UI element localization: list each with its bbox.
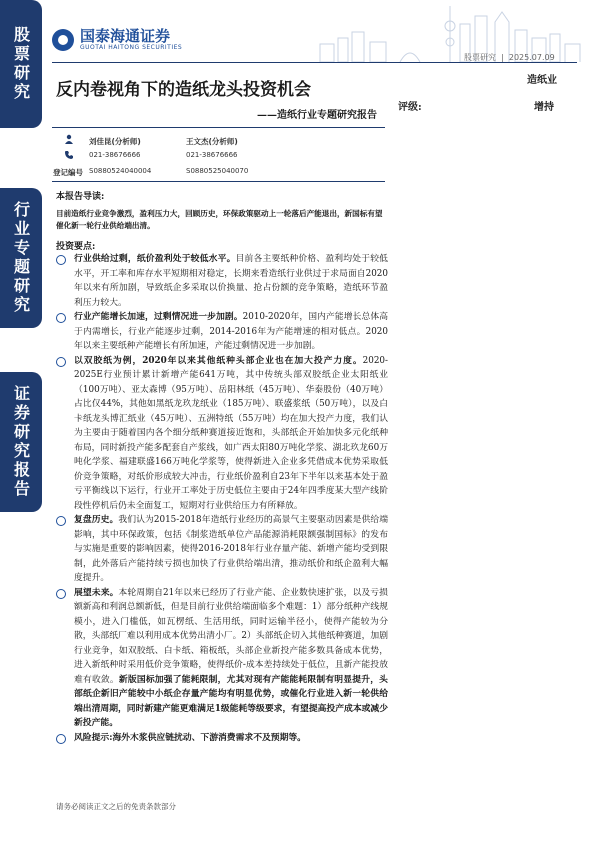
bullet-point [56, 252, 388, 310]
points-heading: 投资要点: [56, 242, 96, 252]
analyst-divider-top [52, 127, 385, 128]
sidebar-tag-text: 行业专题研究 [11, 201, 31, 315]
bullet-lead: 行业产能增长加速，过剩情况进一步加剧。 [74, 312, 243, 322]
logo-text-en: GUOTAI HAITONG SECURITIES [80, 44, 183, 51]
industry-label: 造纸业 [527, 75, 557, 86]
report-subtitle: ——造纸行业专题研究报告 [257, 110, 377, 121]
left-sidebar [0, 0, 42, 841]
analyst-divider-bottom [52, 181, 385, 182]
analyst-name: 刘佳昆(分析师) [89, 137, 141, 146]
investment-points [56, 252, 388, 745]
footer-disclaimer: 请务必阅读正文之后的免责条款部分 [56, 802, 176, 811]
sidebar-tag-securities-report [0, 372, 42, 512]
sidebar-tag-text: 证券研究报告 [11, 385, 31, 499]
bullet-point [56, 310, 388, 354]
logo-mark-icon [52, 29, 74, 51]
bullet-point [56, 513, 388, 586]
analyst-phone: 021-38676666 [89, 151, 141, 159]
bullet-icon [56, 313, 66, 323]
logo-text-cn: 国泰海通证券 [80, 27, 171, 45]
report-type-date: 股票研究 | 2025.07.09 [464, 53, 555, 62]
bullet-point [56, 354, 388, 514]
bullet-lead: 风险提示: [74, 732, 113, 743]
analyst-registration: S0880524040004 [89, 167, 152, 175]
analyst-phone: 021-38676666 [186, 151, 238, 159]
bullet-text: 2020-2025E行业预计累计新增产能641万吨，其中传统头部双胶纸企业太阳纸业（100万吨）、亚太森博（95万吨）、岳阳林纸（45万吨）、华泰股份（40万吨）占比仅44%，其他如黑纸龙玖龙纸业（185万吨）、联盛浆纸（50万吨），以及白卡纸龙头博汇纸业（45万吨）、五洲特纸（55万吨）均在加大投产力度，我们认为主要由于随着国内各个细分纸种赛道接近饱和，头部纸企开始加快多元化纸种布局，同时新投产能多配套自产浆线，如广西太阳80万吨化学浆、湖北玖龙60万吨化学浆、福建联盛166万吨化学浆等，使得新进入企业多凭借成本优势采取低价竞争策略，对纸价形成较大冲击，行业纸价盈利自23年下半年以来基本处于盈亏平衡线以下运行，行业开工率处于历史低位主要由于24年四季度某大型产线阶段性停机后仍未全面复工，短期对行业供给压力有所释放。 [74, 355, 388, 511]
analyst-registration: S0880525040070 [186, 167, 249, 175]
bullet-emphasis: 新版国标加强了能耗限制，尤其对现有产能能耗限制有明显提升，头部纸企新旧产能较中小纸企存量产能均有明显优势，或催化行业进入新一轮供给端出清周期，同时新建产能更难满足1级能耗等级要求，有望提高投产成本或减少新投产能。 [74, 674, 389, 728]
analyst-name: 王文杰(分析师) [186, 137, 238, 146]
bullet-icon [56, 255, 66, 265]
guide-heading: 本报告导读: [56, 192, 105, 202]
guide-text: 目前造纸行业竞争激烈，盈利压力大，回顾历史，环保政策驱动上一轮落后产能退出，新国标有望催化新一轮行业供给端出清。 [56, 209, 383, 230]
bullet-point [56, 731, 388, 746]
report-type: 股票研究 [464, 53, 496, 62]
bullet-icon [56, 357, 66, 367]
report-date: 2025.07.09 [508, 53, 555, 62]
bullet-text: 海外木浆供应链扰动、下游消费需求不及预期等。 [112, 732, 306, 743]
registration-label: 登记编号 [53, 168, 83, 177]
bullet-text: 2010-2020年，国内产能增长总体高于内需增长，行业产能逐步过剩，2014-2016年为产能增速的相对低点。2020年以来主要纸种产能增长有所加速，产能过剩情况进一步加剧。 [74, 312, 388, 351]
rating-label: 评级: [398, 102, 422, 113]
bullet-lead: 展望未来。 [74, 587, 119, 598]
sidebar-tag-stock-research [0, 0, 42, 128]
bullet-lead: 以双胶纸为例，2020年以来其他纸种头部企业也在加大投产力度。 [74, 355, 363, 366]
bullet-text: 我们认为2015-2018年造纸行业经历的高景气主要驱动因素是供给端影响，其中环保政策，包括《制浆造纸单位产品能源消耗限额强制国标》的发布与实施是重要的影响因素，使得2016-2018年行业存量产能、新增产能均受到限制，此外落后产能持续亏损也加快了行业供给端出清，推动纸价和纸企盈利大幅度提升。 [74, 515, 388, 583]
rating-value: 增持 [534, 102, 554, 113]
bullet-text: 目前各主要纸种价格、盈利均处于较低水平，开工率和库存水平短期相对稳定，长期来看造纸行业供过于求局面自2020年以来有所加剧，导致纸企多采取以价换量、抢占份额的竞争策略，造纸环节盈利压力较大。 [74, 254, 388, 308]
person-icon [64, 134, 74, 144]
company-logo [52, 28, 182, 51]
bullet-lead: 复盘历史。 [74, 515, 119, 525]
sidebar-tag-text: 股票研究 [11, 26, 31, 102]
report-title: 反内卷视角下的造纸龙头投资机会 [56, 80, 311, 100]
bullet-lead: 行业供给过剩，纸价盈利处于较低水平。 [74, 254, 236, 264]
bullet-icon [56, 589, 66, 599]
bullet-icon [56, 516, 66, 526]
phone-icon [64, 150, 74, 160]
bullet-icon [56, 734, 66, 744]
sidebar-tag-industry-special [0, 188, 42, 328]
header-divider [52, 62, 577, 63]
bullet-point [56, 586, 388, 731]
bullet-text: 本轮周期自21年以来已经历了行业产能、企业数快速扩张，以及亏损额新高和利润总额新低，但是目前行业供给端面临多个难题：1）部分纸种产线规模小，进入门槛低，如瓦楞纸、生活用纸，同时运输半径小，使得产能较为分散，头部纸厂难以利用成本优势出清小厂。2）头部纸企切入其他纸种赛道，加剧行业竞争，如双胶纸、白卡纸、箱板纸，头部企业新投产能多数具备成本优势，进入新纸种时采用低价竞争策略，使得纸价-成本差持续处于低位，且新产能投放难有收敛。 [74, 587, 388, 685]
